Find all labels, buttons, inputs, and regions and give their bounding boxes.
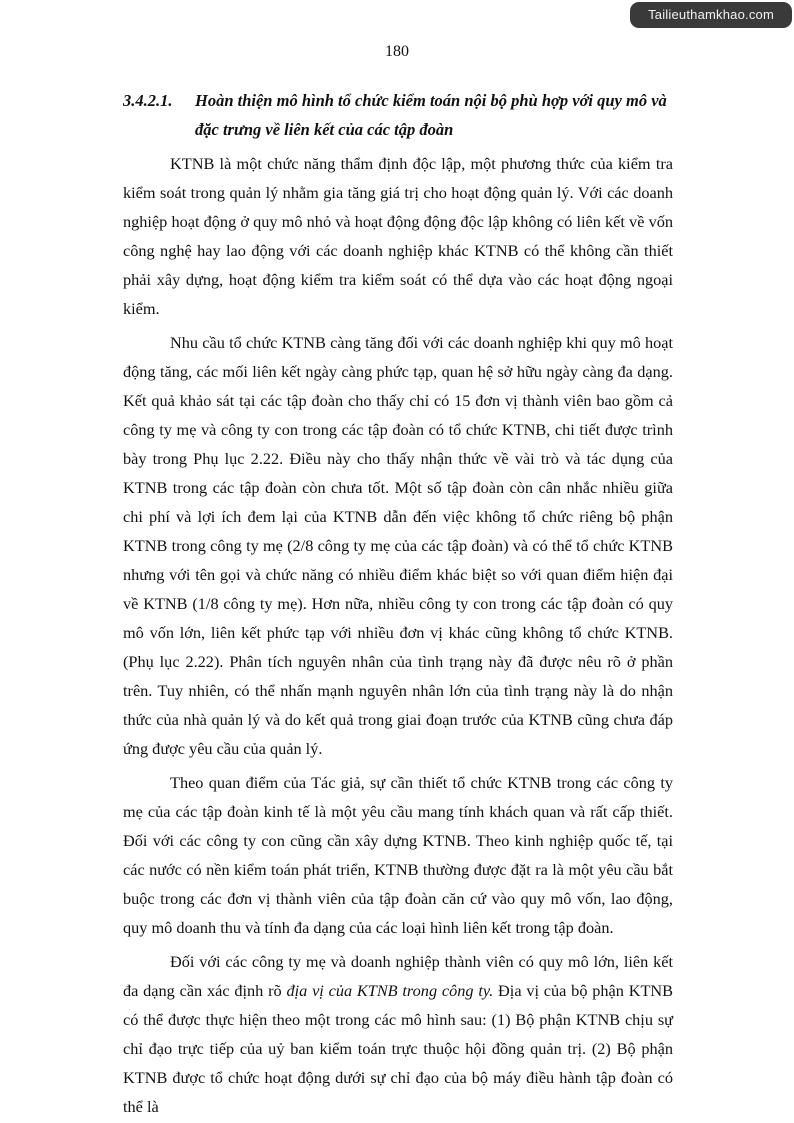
paragraph-2-text: Nhu cầu tổ chức KTNB càng tăng đối với các doanh nghiệp khi quy mô hoạt động tăng, các mối liên kết ngày càng phức tạp, quan hệ sở hữu ngày càng đa dạng. Kết quả khảo sát tại các tập đoàn cho thấy chỉ có 15 đơn vị thành viên bao gồm cả công ty mẹ và công ty con trong các tập đoàn có tổ chức KTNB, chi tiết được trình bày trong Phụ lục 2.22. Điều này cho thấy nhận thức về vài trò và tác dụng của KTNB trong các tập đoàn còn chưa tốt. Một số tập đoàn còn cân nhắc nhiều giữa chi phí và lợi ích đem lại của KTNB dẫn đến việc không tổ chức riêng bộ phận KTNB trong công ty mẹ (2/8 công ty mẹ của các tập đoàn) và có thể tổ chức KTNB nhưng với tên gọi và chức năng có nhiều điểm khác biệt so với quan điểm hiện đại về KTNB (1/8 công ty mẹ). Hơn nữa, nhiều công ty con trong các tập đoàn có quy mô vốn lớn, liên kết phức tạp với nhiều đơn vị khác cũng không tổ chức KTNB. (Phụ lục 2.22). Phân tích nguyên nhân của tình trạng này đã được nêu rõ ở phần trên. Tuy nhiên, có thể nhấn mạnh nguyên nhân lớn của tình trạng này là do nhận thức của nhà quản lý và do kết quả trong giai đoạn trước của KTNB cũng chưa đáp ứng được yêu cầu của quản lý. <box>123 333 673 758</box>
section-heading <box>123 86 673 144</box>
paragraph-4-text-italic: địa vị của KTNB trong công ty. <box>286 981 494 1000</box>
section-heading-title: Hoàn thiện mô hình tổ chức kiểm toán nội bộ phù hợp với quy mô và đặc trưng về liên kết của các tập đoàn <box>195 91 667 139</box>
paragraph-1-text: KTNB là một chức năng thẩm định độc lập, một phương thức của kiểm tra kiểm soát trong quản lý nhằm gia tăng giá trị cho hoạt động quản lý. Với các doanh nghiệp hoạt động ở quy mô nhỏ và hoạt động động độc lập không có liên kết về vốn công nghệ hay lao động với các doanh nghiệp khác KTNB có thể không cần thiết phải xây dựng, hoạt động kiểm tra kiểm soát có thể dựa vào các hoạt động ngoại kiểm. <box>123 154 673 318</box>
page-content <box>123 86 673 1123</box>
paragraph-3-text: Theo quan điểm của Tác giả, sự cần thiết tổ chức KTNB trong các công ty mẹ của các tập đoàn kinh tế là một yêu cầu mang tính khách quan và rất cấp thiết. Đối với các công ty con cũng cần xây dựng KTNB. Theo kinh nghiệp quốc tế, tại các nước có nền kiểm toán phát triển, KTNB thường được đặt ra là một yêu cầu bắt buộc trong các đơn vị thành viên của tập đoàn căn cứ vào quy mô vốn, lao động, quy mô doanh thu và tính đa dạng của các loại hình liên kết trong tập đoàn. <box>123 773 673 937</box>
paragraph-2 <box>123 328 673 763</box>
page-number: 180 <box>385 43 409 60</box>
paragraph-4-text-tail: Địa vị của bộ phận KTNB có thể được thực hiện theo một trong các mô hình sau: (1) Bộ phận KTNB chịu sự chỉ đạo trực tiếp của uỷ ban kiểm toán trực thuộc hội đồng quản trị. (2) Bộ phận KTNB được tổ chức hoạt động dưới sự chỉ đạo của bộ máy điều hành tập đoàn có thể là <box>123 981 674 1116</box>
paragraph-3 <box>123 768 673 942</box>
section-heading-number: 3.4.2.1. <box>123 91 173 110</box>
paragraph-4-text-lead: Đối với các công ty mẹ và doanh nghiệp thành viên có quy mô lớn, liên kết đa dạng cần xác định rõ <box>123 952 673 1000</box>
paragraph-4 <box>123 947 673 1121</box>
paragraph-1 <box>123 149 673 323</box>
watermark-badge <box>630 2 792 28</box>
watermark-text: Tailieuthamkhao.com <box>648 7 774 22</box>
